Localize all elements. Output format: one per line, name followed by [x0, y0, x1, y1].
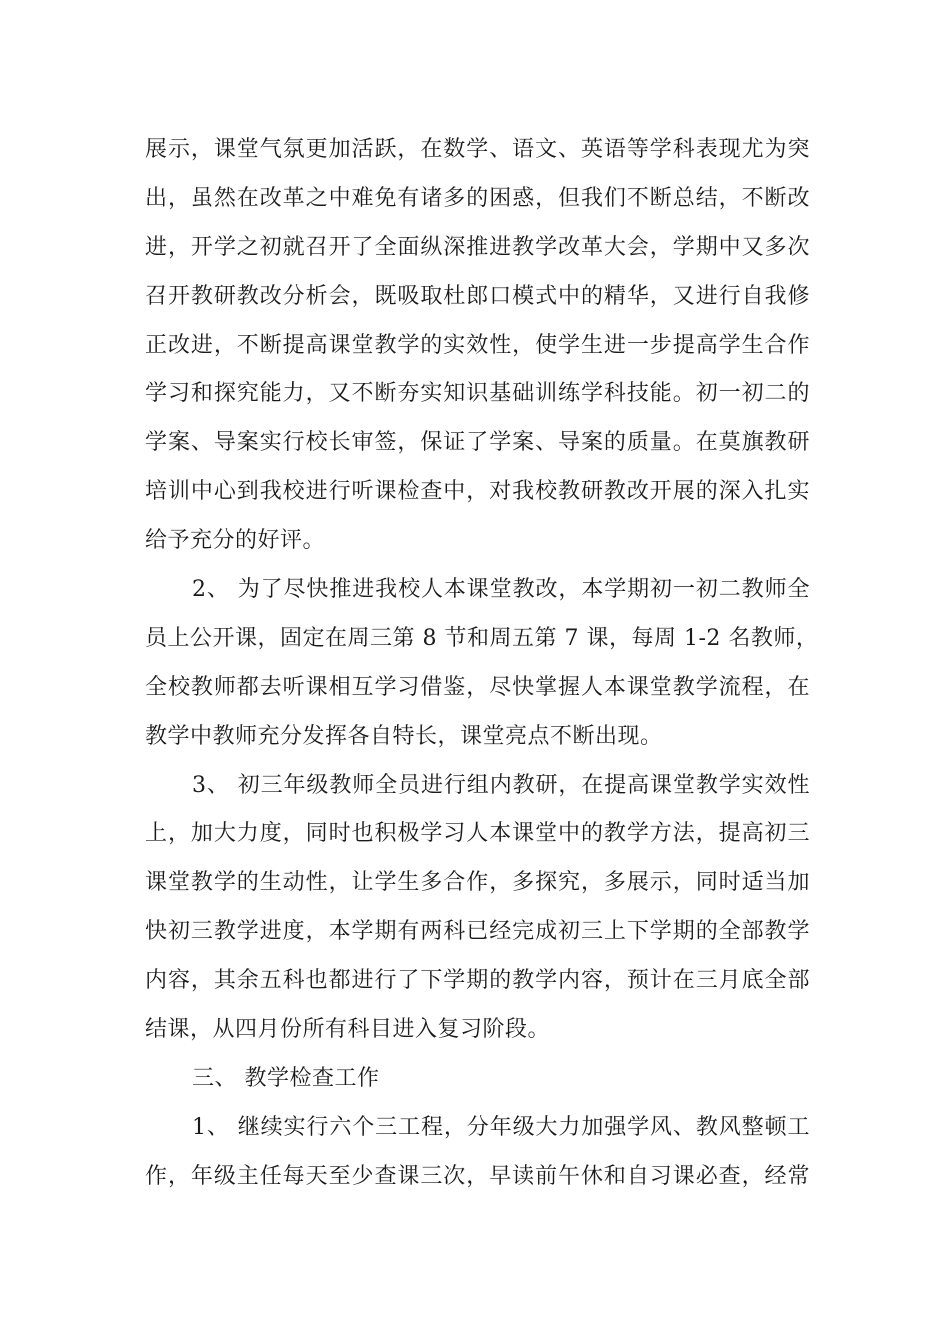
text-line: 结课，从四月份所有科目进入复习阶段。: [145, 1017, 551, 1043]
text-line: 员上公开课，固定在周三第 8 节和周五第 7 课，每周 1-2 名教师，: [145, 625, 819, 651]
text-line: 正改进，不断提高课堂教学的实效性，使学生进一步提高学生合作: [145, 332, 810, 358]
text-line: 快初三教学进度，本学期有两科已经完成初三上下学期的全部教学: [145, 919, 810, 945]
paragraph-first-line: 1、 继续实行六个三工程，分年级大力加强学风、教风整顿工: [192, 1114, 810, 1140]
text-line: 教学中教师充分发挥各自特长，课堂亮点不断出现。: [145, 723, 663, 749]
text-line: 全校教师都去听课相互学习借鉴，尽快掌握人本课堂教学流程，在: [145, 674, 810, 700]
text-line: 内容，其余五科也都进行了下学期的教学内容，预计在三月底全部: [145, 968, 810, 994]
text-line: 进，开学之初就召开了全面纵深推进教学改革大会，学期中又多次: [145, 234, 810, 260]
document-body: [145, 126, 819, 1202]
text-line: 展示，课堂气氛更加活跃，在数学、语文、英语等学科表现尤为突: [145, 137, 810, 162]
text-line: 出，虽然在改革之中难免有诸多的困惑，但我们不断总结，不断改: [145, 185, 810, 211]
paragraph-first-line: 三、 教学检查工作: [192, 1065, 380, 1091]
text-line: 给予充分的好评。: [145, 528, 326, 554]
paragraph-first-line: 3、 初三年级教师全员进行组内教研，在提高课堂教学实效性: [192, 772, 810, 798]
text-line: 学案、导案实行校长审签，保证了学案、导案的质量。在莫旗教研: [145, 430, 810, 456]
paragraph-first-line: 2、 为了尽快推进我校人本课堂教改，本学期初一初二教师全: [192, 577, 810, 603]
text-line: 作，年级主任每天至少查课三次，早读前午休和自习课必查，经常: [145, 1163, 810, 1189]
text-line: 课堂教学的生动性，让学生多合作，多探究，多展示，同时适当加: [145, 870, 810, 896]
text-line: 召开教研教改分析会，既吸取杜郎口模式中的精华，又进行自我修: [145, 283, 810, 309]
text-line: 学习和探究能力，又不断夯实知识基础训练学科技能。初一初二的: [145, 381, 810, 407]
text-line: 培训中心到我校进行听课检查中，对我校教研教改开展的深入扎实: [145, 479, 810, 505]
text-line: 上，加大力度，同时也积极学习人本课堂中的教学方法，提高初三: [145, 821, 810, 847]
